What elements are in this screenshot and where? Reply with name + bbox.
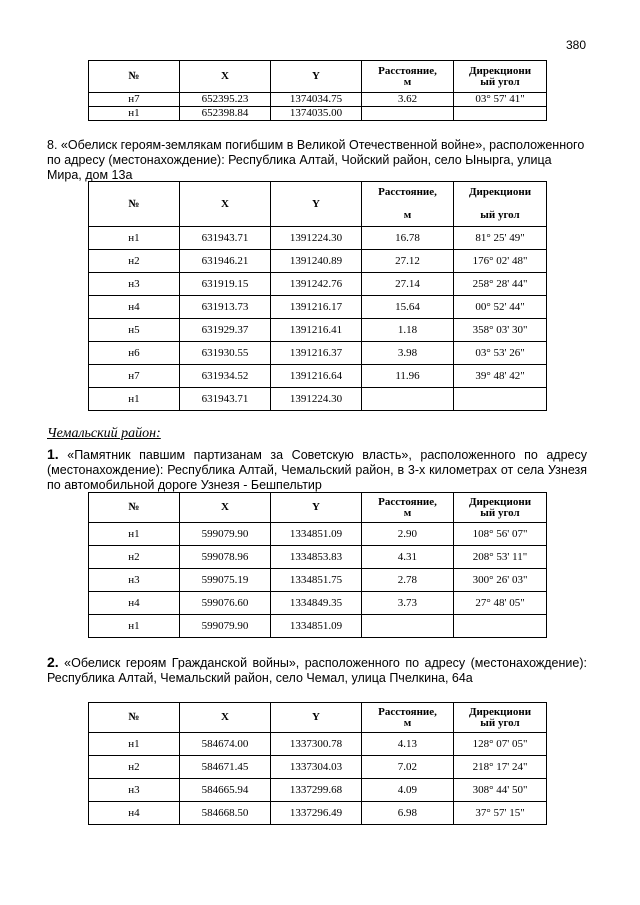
- table-row: [89, 227, 547, 250]
- direction-angle-cell: [454, 388, 547, 411]
- x-coordinate-cell: 631930.55: [180, 342, 271, 365]
- distance-cell: 6.98: [362, 802, 454, 825]
- table-row: [89, 756, 547, 779]
- point-number-cell: н1: [89, 523, 180, 546]
- point-number-cell: н3: [89, 273, 180, 296]
- point-number-cell: н1: [89, 733, 180, 756]
- distance-cell: 2.78: [362, 569, 454, 592]
- direction-angle-cell: 128° 07' 05": [454, 733, 547, 756]
- point-number-cell: н2: [89, 250, 180, 273]
- point-number-cell: н1: [89, 227, 180, 250]
- header-y: Y: [271, 182, 362, 227]
- direction-angle-cell: 258° 28' 44": [454, 273, 547, 296]
- point-number-cell: н3: [89, 779, 180, 802]
- item-2-description: 2. «Обелиск героям Гражданской войны», расположенного по адресу (местонахождение): Республика Алтай, Чемальский район, село Чемал, улица Пчелкина, 64а: [47, 654, 587, 685]
- x-coordinate-cell: 631943.71: [180, 227, 271, 250]
- table-row: [89, 342, 547, 365]
- distance-cell: 27.14: [362, 273, 454, 296]
- point-number-cell: н1: [89, 615, 180, 638]
- table-header-row: [89, 703, 547, 733]
- y-coordinate-cell: 1391242.76: [271, 273, 362, 296]
- y-coordinate-cell: 1337304.03: [271, 756, 362, 779]
- y-coordinate-cell: 1391240.89: [271, 250, 362, 273]
- header-distance: Расстояние, м: [362, 493, 454, 523]
- y-coordinate-cell: 1374035.00: [271, 107, 362, 121]
- distance-cell: 27.12: [362, 250, 454, 273]
- y-coordinate-cell: 1337299.68: [271, 779, 362, 802]
- table-row: [89, 93, 547, 107]
- y-coordinate-cell: 1337300.78: [271, 733, 362, 756]
- table-row: [89, 365, 547, 388]
- coordinates-table-item-2: [88, 702, 547, 825]
- table-header-row: [89, 182, 547, 227]
- y-coordinate-cell: 1391216.37: [271, 342, 362, 365]
- y-coordinate-cell: 1391224.30: [271, 227, 362, 250]
- distance-cell: 16.78: [362, 227, 454, 250]
- direction-angle-cell: 03° 53' 26": [454, 342, 547, 365]
- point-number-cell: н2: [89, 546, 180, 569]
- table-row: [89, 615, 547, 638]
- x-coordinate-cell: 599079.90: [180, 615, 271, 638]
- table-header-row: [89, 61, 547, 93]
- header-x: X: [180, 703, 271, 733]
- direction-angle-cell: 37° 57' 15": [454, 802, 547, 825]
- table-row: [89, 273, 547, 296]
- distance-cell: 4.31: [362, 546, 454, 569]
- direction-angle-cell: 108° 56' 07": [454, 523, 547, 546]
- point-number-cell: н4: [89, 296, 180, 319]
- point-number-cell: н7: [89, 365, 180, 388]
- x-coordinate-cell: 599075.19: [180, 569, 271, 592]
- table-row: [89, 733, 547, 756]
- header-direction-angle: Дирекциони ый угол: [454, 703, 547, 733]
- coordinates-table-continued: [88, 60, 547, 121]
- header-y: Y: [271, 703, 362, 733]
- y-coordinate-cell: 1334853.83: [271, 546, 362, 569]
- distance-cell: 3.73: [362, 592, 454, 615]
- y-coordinate-cell: 1337296.49: [271, 802, 362, 825]
- y-coordinate-cell: 1391216.17: [271, 296, 362, 319]
- direction-angle-cell: 308° 44' 50": [454, 779, 547, 802]
- coordinates-table-item-1: [88, 492, 547, 638]
- point-number-cell: н3: [89, 569, 180, 592]
- table-row: [89, 569, 547, 592]
- header-distance: Расстояние, м: [362, 182, 454, 227]
- direction-angle-cell: 300° 26' 03": [454, 569, 547, 592]
- table-row: [89, 779, 547, 802]
- direction-angle-cell: 81° 25' 49": [454, 227, 547, 250]
- header-distance: Расстояние, м: [362, 703, 454, 733]
- direction-angle-cell: 176° 02' 48": [454, 250, 547, 273]
- x-coordinate-cell: 584671.45: [180, 756, 271, 779]
- x-coordinate-cell: 631929.37: [180, 319, 271, 342]
- table-row: [89, 592, 547, 615]
- point-number-cell: н4: [89, 592, 180, 615]
- point-number-cell: н1: [89, 388, 180, 411]
- item-8-description: 8. «Обелиск героям-землякам погибшим в Великой Отечественной войне», расположенного по адресу (местонахождение): Республика Алтай, Чойский район, село Ынырга, улица Мира, дом 13а: [47, 138, 585, 182]
- header-x: X: [180, 61, 271, 93]
- coordinates-table-item-8: [88, 181, 547, 411]
- header-y: Y: [271, 61, 362, 93]
- table-row: [89, 107, 547, 121]
- item-1-description: 1. «Памятник павшим партизанам за Советскую власть», расположенного по адресу (местонахождение): Республика Алтай, Чемальский район, в 3-х километрах от села Узнезя по автомобильной дороге Узнезя - Бешпельтир: [47, 446, 587, 492]
- table-row: [89, 802, 547, 825]
- point-number-cell: н1: [89, 107, 180, 121]
- table-row: [89, 388, 547, 411]
- page-number: 380: [566, 38, 587, 52]
- y-coordinate-cell: 1391224.30: [271, 388, 362, 411]
- distance-cell: [362, 615, 454, 638]
- x-coordinate-cell: 584665.94: [180, 779, 271, 802]
- y-coordinate-cell: 1334851.09: [271, 615, 362, 638]
- header-direction-angle: Дирекциони ый угол: [454, 493, 547, 523]
- direction-angle-cell: [454, 107, 547, 121]
- table-header-row: [89, 493, 547, 523]
- distance-cell: 7.02: [362, 756, 454, 779]
- table-row: [89, 523, 547, 546]
- distance-cell: 4.09: [362, 779, 454, 802]
- distance-cell: 15.64: [362, 296, 454, 319]
- header-x: X: [180, 182, 271, 227]
- header-direction-angle: Дирекциони ый угол: [454, 182, 547, 227]
- header-number: №: [89, 182, 180, 227]
- header-direction-angle: Дирекциони ый угол: [454, 61, 547, 93]
- x-coordinate-cell: 631943.71: [180, 388, 271, 411]
- x-coordinate-cell: 631934.52: [180, 365, 271, 388]
- direction-angle-cell: 358° 03' 30": [454, 319, 547, 342]
- distance-cell: [362, 107, 454, 121]
- header-distance: Расстояние, м: [362, 61, 454, 93]
- distance-cell: 1.18: [362, 319, 454, 342]
- x-coordinate-cell: 599078.96: [180, 546, 271, 569]
- y-coordinate-cell: 1334851.75: [271, 569, 362, 592]
- header-number: №: [89, 493, 180, 523]
- x-coordinate-cell: 631946.21: [180, 250, 271, 273]
- table-row: [89, 546, 547, 569]
- distance-cell: [362, 388, 454, 411]
- distance-cell: 3.62: [362, 93, 454, 107]
- distance-cell: 11.96: [362, 365, 454, 388]
- x-coordinate-cell: 652398.84: [180, 107, 271, 121]
- x-coordinate-cell: 631919.15: [180, 273, 271, 296]
- point-number-cell: н7: [89, 93, 180, 107]
- x-coordinate-cell: 599079.90: [180, 523, 271, 546]
- distance-cell: 3.98: [362, 342, 454, 365]
- header-number: №: [89, 703, 180, 733]
- x-coordinate-cell: 584674.00: [180, 733, 271, 756]
- table-row: [89, 296, 547, 319]
- y-coordinate-cell: 1374034.75: [271, 93, 362, 107]
- y-coordinate-cell: 1391216.64: [271, 365, 362, 388]
- x-coordinate-cell: 584668.50: [180, 802, 271, 825]
- point-number-cell: н2: [89, 756, 180, 779]
- header-number: №: [89, 61, 180, 93]
- table-row: [89, 319, 547, 342]
- x-coordinate-cell: 599076.60: [180, 592, 271, 615]
- direction-angle-cell: 208° 53' 11": [454, 546, 547, 569]
- point-number-cell: н6: [89, 342, 180, 365]
- direction-angle-cell: 39° 48' 42": [454, 365, 547, 388]
- table-row: [89, 250, 547, 273]
- distance-cell: 4.13: [362, 733, 454, 756]
- direction-angle-cell: 00° 52' 44": [454, 296, 547, 319]
- region-title: Чемальский район:: [47, 426, 161, 441]
- y-coordinate-cell: 1391216.41: [271, 319, 362, 342]
- header-y: Y: [271, 493, 362, 523]
- direction-angle-cell: 27° 48' 05": [454, 592, 547, 615]
- x-coordinate-cell: 631913.73: [180, 296, 271, 319]
- point-number-cell: н5: [89, 319, 180, 342]
- x-coordinate-cell: 652395.23: [180, 93, 271, 107]
- direction-angle-cell: [454, 615, 547, 638]
- point-number-cell: н4: [89, 802, 180, 825]
- direction-angle-cell: 218° 17' 24": [454, 756, 547, 779]
- distance-cell: 2.90: [362, 523, 454, 546]
- y-coordinate-cell: 1334849.35: [271, 592, 362, 615]
- y-coordinate-cell: 1334851.09: [271, 523, 362, 546]
- header-x: X: [180, 493, 271, 523]
- direction-angle-cell: 03° 57' 41": [454, 93, 547, 107]
